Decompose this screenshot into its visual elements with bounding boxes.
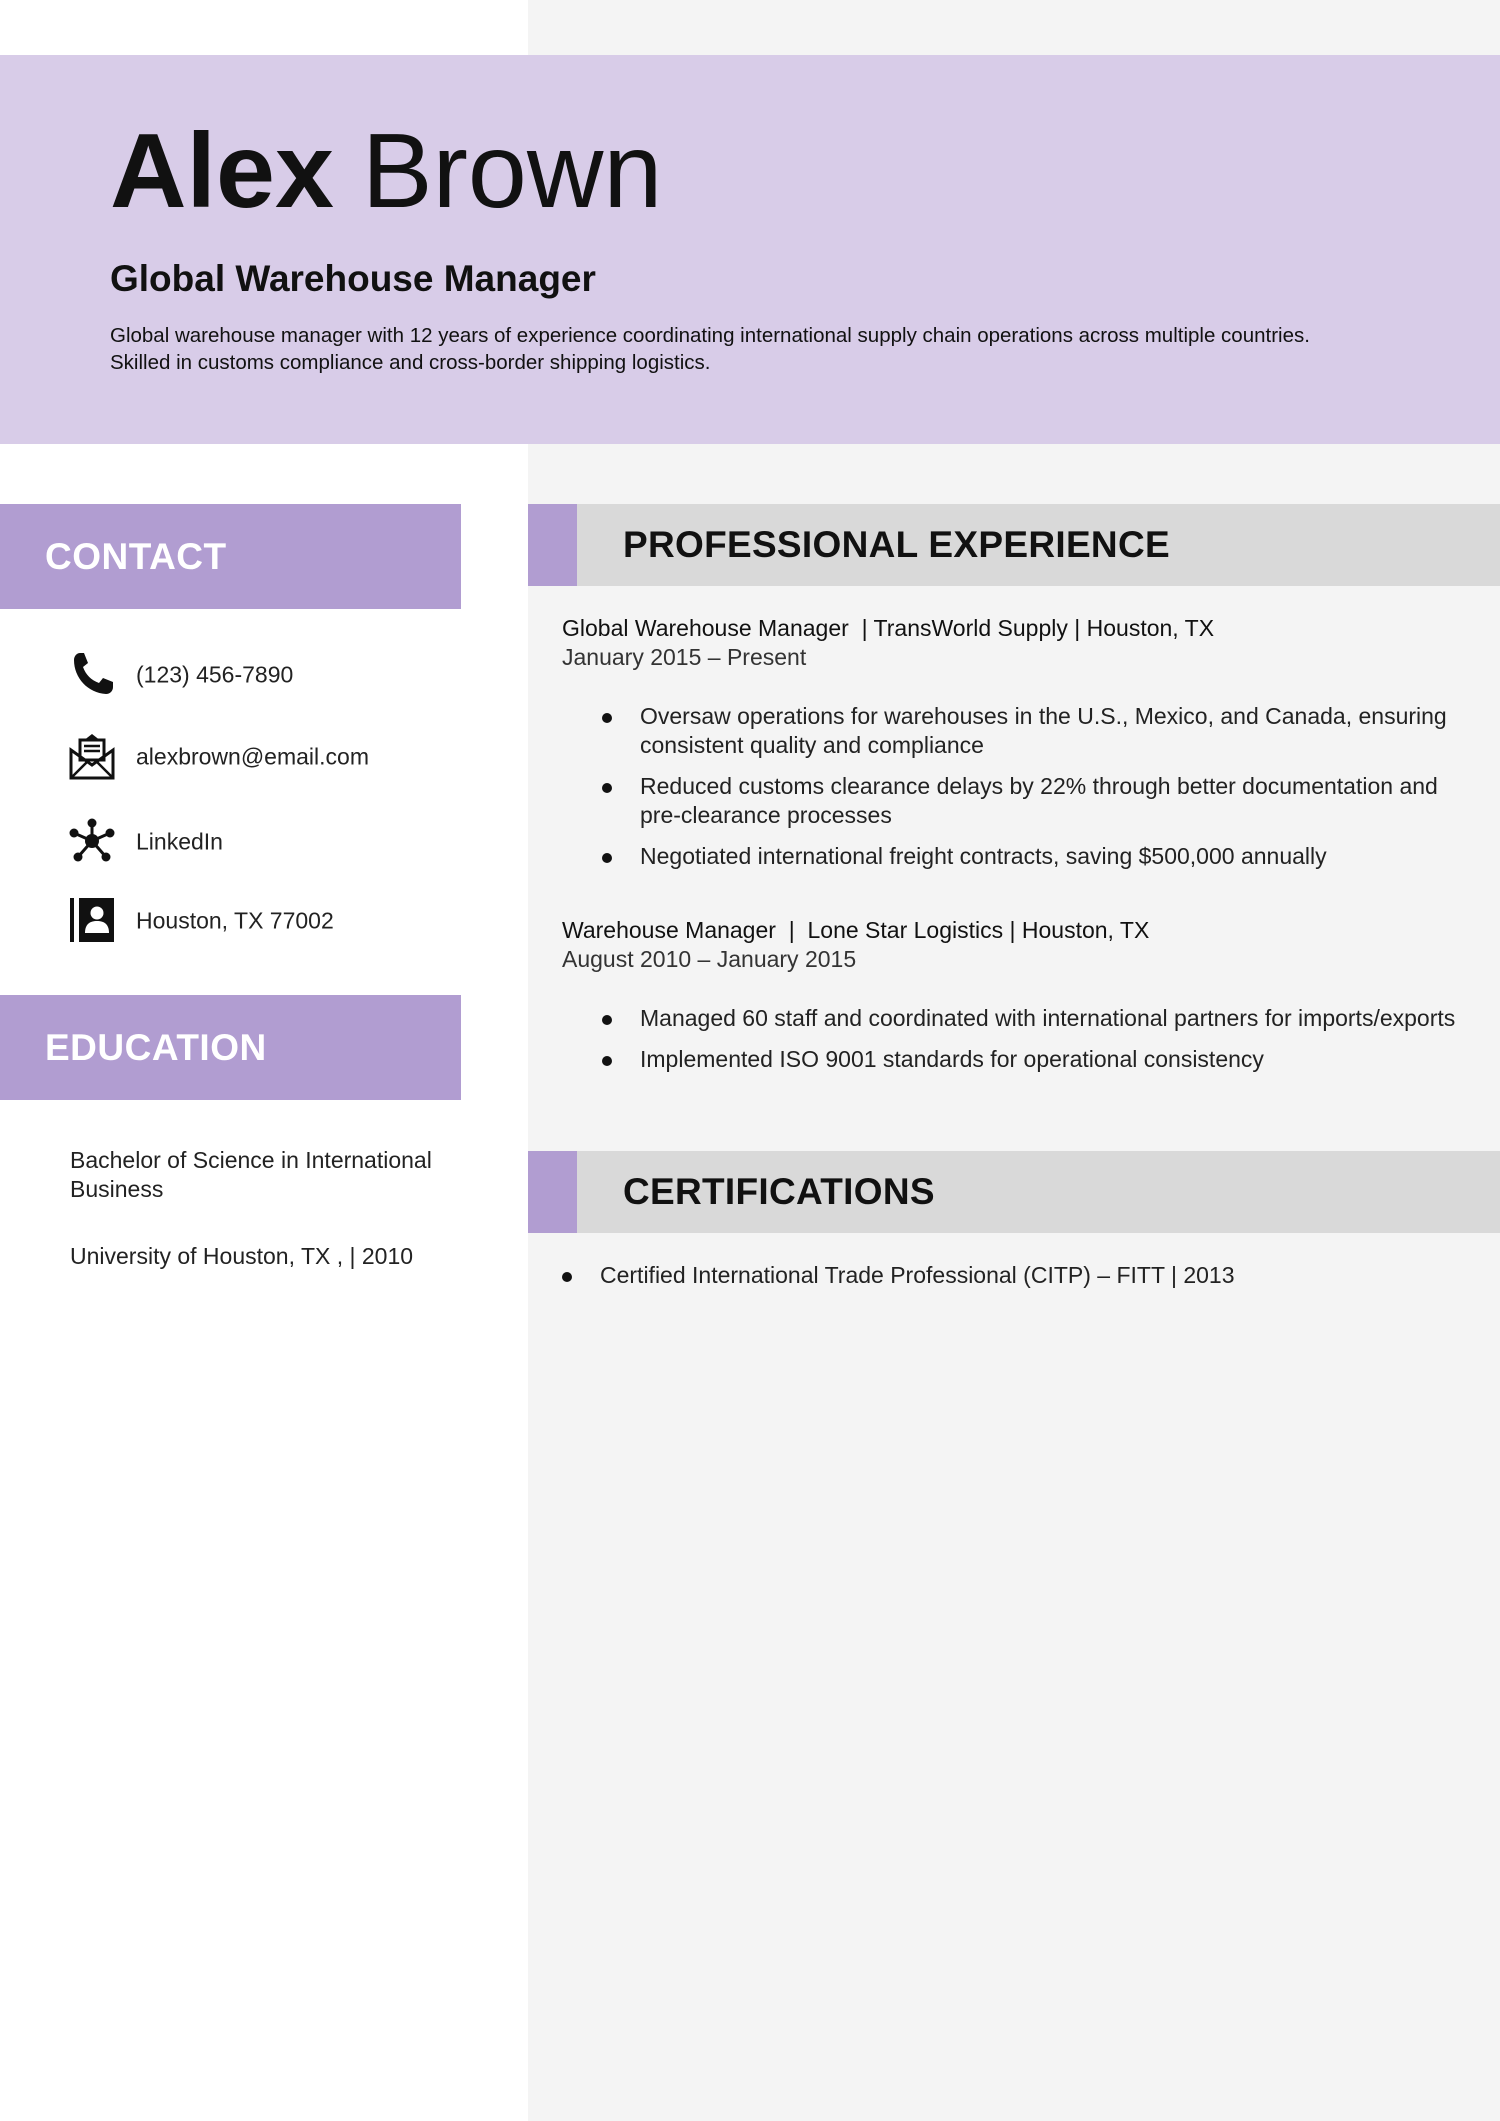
phone-icon — [68, 650, 116, 698]
education-school: University of Houston, TX , | 2010 — [70, 1243, 414, 1269]
contact-email[interactable] — [68, 732, 468, 782]
list-item: Managed 60 staff and coordinated with international partners for imports/exports — [600, 1004, 1470, 1033]
contact-heading: CONTACT — [45, 535, 227, 577]
job-role: Global Warehouse Manager — [562, 615, 849, 641]
summary: Global warehouse manager with 12 years of experience coordinating international supply chain operations across multiple countries. Skilled in customs compliance and cross-border shipping logistics. — [110, 324, 1310, 374]
contact-phone[interactable] — [68, 650, 468, 700]
section-accent — [528, 1151, 577, 1233]
candidate-name — [110, 112, 663, 230]
job-bullets — [600, 702, 1470, 883]
job-role: Warehouse Manager — [562, 917, 776, 943]
list-item: Certified International Trade Professional (CITP) – FITT | 2013 — [560, 1261, 1460, 1290]
certifications-heading: CERTIFICATIONS — [623, 1171, 935, 1212]
experience-heading: PROFESSIONAL EXPERIENCE — [623, 524, 1170, 565]
list-item: Reduced customs clearance delays by 22% through better documentation and pre-clearance processes — [600, 772, 1470, 830]
job-title-line: Global Warehouse Manager | TransWorld Supply | Houston, TX — [562, 615, 1215, 641]
education-heading: EDUCATION — [45, 1026, 267, 1068]
email-address: alexbrown@email.com — [136, 743, 369, 770]
job-location: Houston, TX — [1086, 615, 1215, 641]
job-company: TransWorld Supply — [873, 615, 1068, 641]
last-name: Brown — [361, 112, 663, 230]
certifications-heading-bar — [528, 1151, 1500, 1233]
experience-heading-bar — [528, 504, 1500, 586]
job-location: Houston, TX — [1021, 917, 1150, 943]
contact-location — [68, 896, 468, 946]
job-company: Lone Star Logistics — [807, 917, 1004, 943]
job-dates: August 2010 – January 2015 — [562, 946, 857, 972]
linkedin-icon — [68, 817, 116, 865]
email-icon — [68, 732, 116, 780]
linkedin-link: LinkedIn — [136, 828, 223, 855]
job-bullets — [600, 1004, 1470, 1086]
education-heading-bar — [0, 995, 461, 1100]
certifications-list — [560, 1261, 1460, 1302]
education-degree: Bachelor of Science in International Business — [70, 1147, 432, 1202]
contact-linkedin[interactable] — [68, 817, 468, 867]
contact-heading-bar — [0, 504, 461, 609]
location-text: Houston, TX 77002 — [136, 907, 334, 934]
first-name: Alex — [110, 112, 334, 230]
list-item: Negotiated international freight contracts, saving $500,000 annually — [600, 842, 1470, 871]
job-title: Global Warehouse Manager — [110, 258, 596, 299]
phone-number: (123) 456-7890 — [136, 661, 294, 688]
list-item: Oversaw operations for warehouses in the U.S., Mexico, and Canada, ensuring consistent quality and compliance — [600, 702, 1470, 760]
section-accent — [528, 504, 577, 586]
job-title-line: Warehouse Manager | Lone Star Logistics | Houston, TX — [562, 917, 1150, 943]
job-dates: January 2015 – Present — [562, 644, 807, 670]
location-icon — [68, 896, 116, 944]
list-item: Implemented ISO 9001 standards for operational consistency — [600, 1045, 1470, 1074]
